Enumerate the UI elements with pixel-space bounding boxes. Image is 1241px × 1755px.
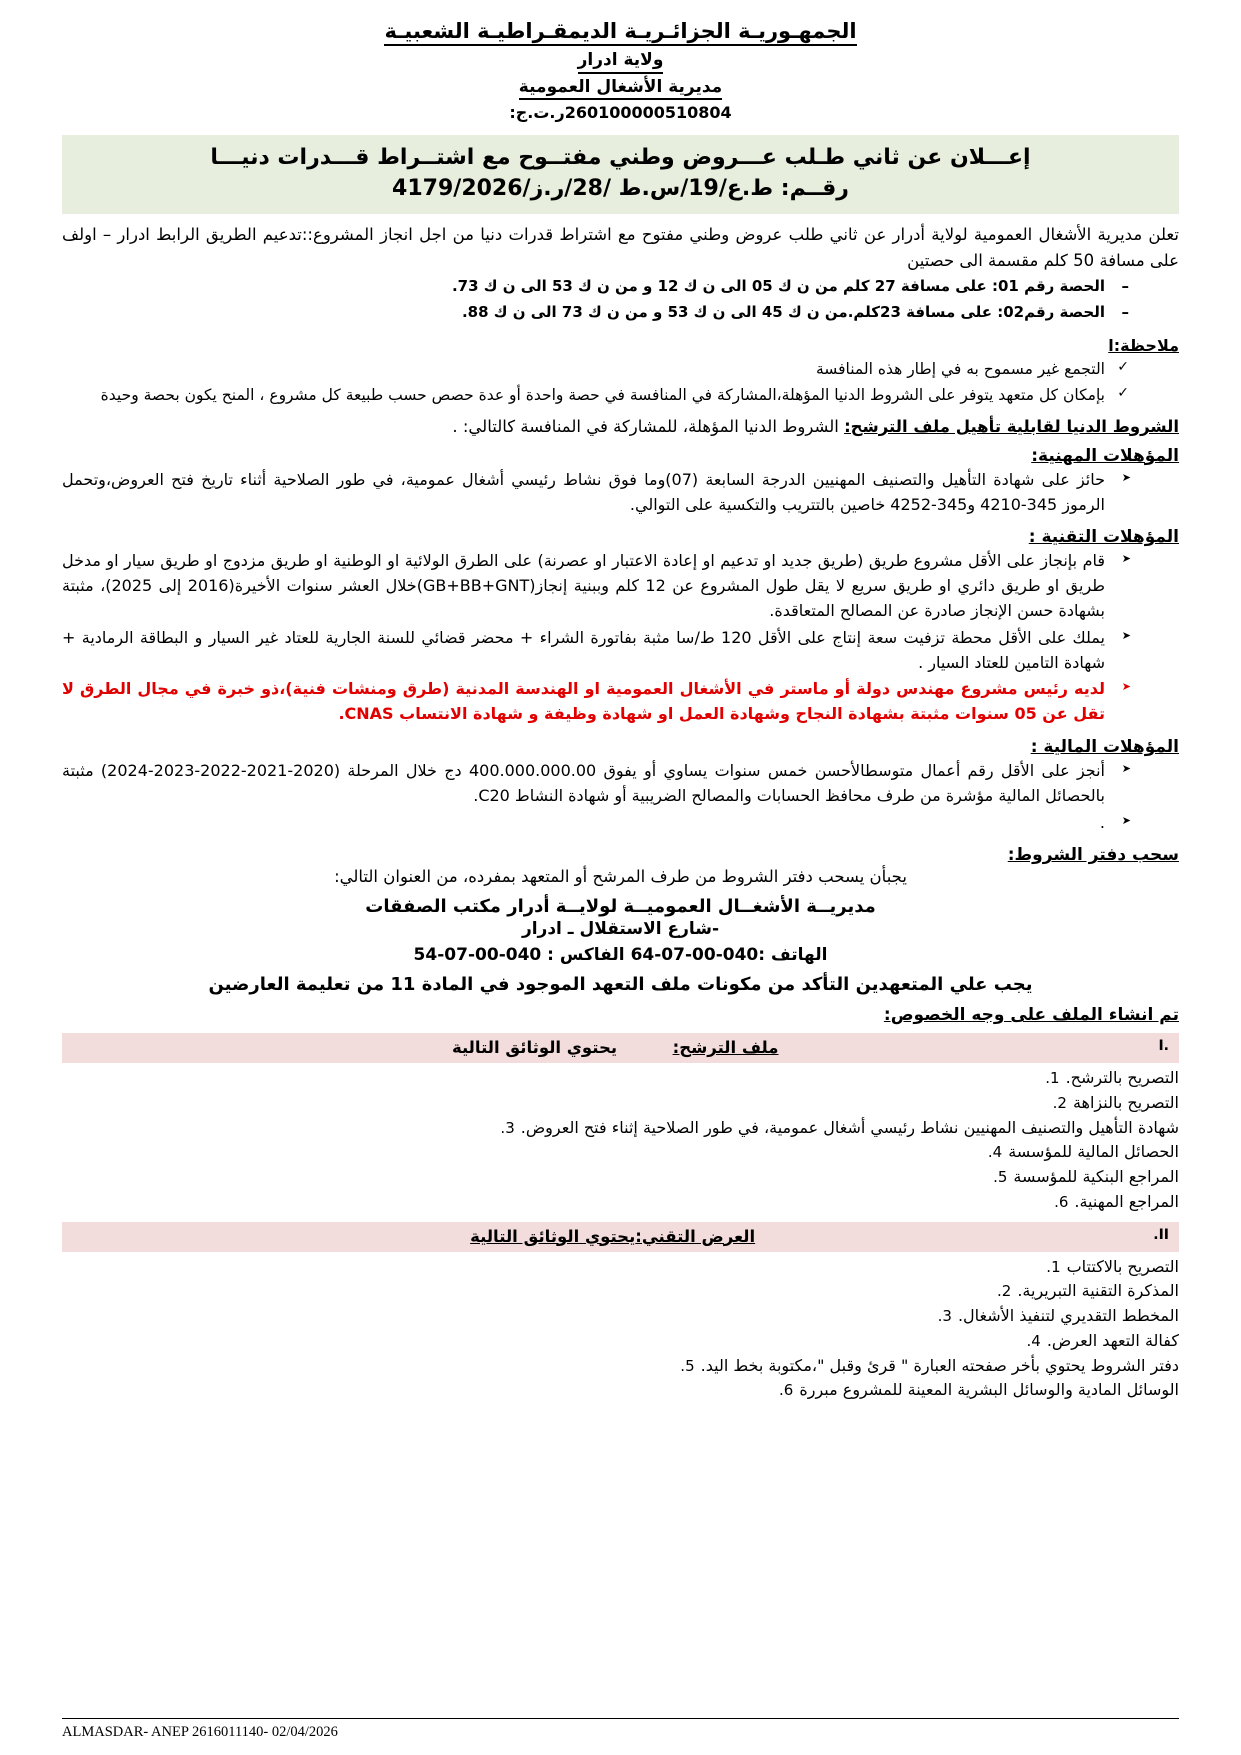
list-item: شهادة التأهيل والتصنيف المهنيين نشاط رئيسي أشغال عمومية، في طور الصلاحية إثناء فتح العروض. xyxy=(520,1117,1179,1137)
section-II-roman: II. xyxy=(1153,1226,1169,1243)
withdrawal-address-line1: مديريــة الأشغــال العموميــة لولايــة أدرار مكتب الصفقات xyxy=(365,896,876,918)
financial-qualifications-title: المؤهلات المالية : xyxy=(1030,736,1179,757)
registry-label: ر.ت.ج: xyxy=(509,102,565,122)
file-build-title: تم انشاء الملف على وجه الخصوص: xyxy=(883,1005,1179,1026)
technical-qualifications-title: المؤهلات التقنية : xyxy=(1028,527,1179,548)
lots-list xyxy=(62,275,1179,324)
header-country: الجمهـوريـة الجزائـريـة الديمقـراطيـة الشعبيـة xyxy=(384,18,856,46)
list-item: المذكرة التقنية التبريرية. xyxy=(1017,1281,1179,1301)
technical-qualification-item: ➤ قام بإنجاز على الأقل مشروع طريق (طريق جديد او تدعيم او إعادة الاعتبار او عصرنة) على الطرق الولائية او الوطنية او طريق مزدوج او طريق سيار او مدخل طريق او طريق دائري او طريق سريع لا يقل طول المشروع عن 12 كلم وببنية إنجاز(GB+BB+GNT)خلال العشر سنوات الأخيرة(2016 إلى 2025)، مثبتة بشهادة حسن الإنجاز صادرة عن المصالح المتعاقدة. xyxy=(62,549,1131,623)
withdrawal-line: يجبأن يسحب دفتر الشروط من طرف المرشح أو المتعهد بمفرده، من العنوان التالي: xyxy=(334,867,907,887)
list-item: الوسائل المادية والوسائل البشرية المعينة للمشروع مبررة xyxy=(799,1380,1179,1400)
section-I-label: ملف الترشح: xyxy=(672,1038,779,1058)
note-label: ملاحظة:ا xyxy=(1108,335,1179,355)
announcement-title-line2: رقــم: ط.ع/19/س.ط /28/ر.ز/4179/2026 xyxy=(392,176,849,202)
document-header xyxy=(62,18,1179,123)
section-I-list xyxy=(62,1066,1179,1214)
header-registry xyxy=(62,103,1179,123)
withdrawal-warning: يجب علي المتعهدين التأكد من مكونات ملف التعهد الموجود في المادة 11 من تعليمة العارضين xyxy=(208,974,1033,996)
list-item: المراجع البنكية للمؤسسة xyxy=(1013,1167,1179,1187)
list-item: التصريح بالترشح. xyxy=(1065,1068,1179,1088)
list-item: التصريح بالاكتتاب xyxy=(1066,1256,1179,1276)
withdrawal-address-line2: -شارع الاستقلال ـ ادرار xyxy=(521,919,720,940)
lot-item: – الحصة رقم02: على مسافة 23كلم.من ن ك 45 الى ن ك 53 و من ن ك 73 الى ن ك 88. xyxy=(62,301,1131,324)
conditions-heading-underlined: الشروط الدنيا لقابلية تأهيل ملف الترشح: xyxy=(844,416,1179,436)
registry-number: 260100000510804 xyxy=(564,102,732,122)
announcement-title-banner xyxy=(62,135,1179,214)
technical-qualifications-list xyxy=(62,549,1179,675)
intro-paragraph: تعلن مديرية الأشغال العمومية لولاية أدرار عن ثاني طلب عروض وطني مفتوح مع اشتراط قدرات دنيا من اجل انجاز المشروع::تدعيم الطريق الرابط ادرار – اولف على مسافة 50 كلم مقسمة الى حصتين xyxy=(62,225,1179,270)
section-I-suffix: يحتوي الوثائق التالية xyxy=(451,1038,618,1058)
section-II-label: العرض التقني: xyxy=(635,1226,756,1246)
withdrawal-contact: الهاتف :040-00-07-64 الفاكس : 040-00-07-54 xyxy=(413,944,828,965)
header-wilaya: ولاية ادرار xyxy=(578,50,664,73)
professional-qualifications-title: المؤهلات المهنية: xyxy=(1031,445,1179,466)
note-item: ✓ التجمع غير مسموح به في إطار هذه المنافسة xyxy=(62,357,1131,381)
note-item: ✓ بإمكان كل متعهد يتوفر على الشروط الدنيا المؤهلة،المشاركة في المنافسة في حصة واحدة أو عدة حصص حسب طبيعة كل مشروع ، المنح يكون بحصة وحيدة xyxy=(62,383,1131,407)
list-item: التصريح بالنزاهة xyxy=(1072,1092,1179,1112)
professional-qualifications-list xyxy=(62,468,1179,518)
withdrawal-title: سحب دفتر الشروط: xyxy=(1007,845,1179,866)
list-item: دفتر الشروط يحتوي بأخر صفحته العبارة " قرئ وقبل "،مكتوبة بخط اليد. xyxy=(700,1355,1179,1375)
conditions-heading xyxy=(62,417,1179,436)
section-II-list xyxy=(62,1255,1179,1403)
section-II-suffix: يحتوي الوثائق التالية xyxy=(470,1226,636,1246)
note-list xyxy=(62,357,1179,407)
list-item: كفالة التعهد العرض. xyxy=(1046,1330,1179,1350)
list-item: المراجع المهنية. xyxy=(1074,1191,1179,1211)
footer-reference: ALMASDAR- ANEP 2616011140- 02/04/2026 xyxy=(62,1724,338,1740)
technical-qualification-red-item: ➤ لديه رئيس مشروع مهندس دولة أو ماستر في الأشغال العمومية او الهندسة المدنية (طرق ومنشات فنية)،ذو خبرة في مجال الطرق لا تقل عن 05 سنوات مثبتة بشهادة النجاح وشهادة العمل او شهادة وظيفة و شهادة الانتساب CNAS. xyxy=(62,677,1131,727)
financial-qualification-item: ➤ أنجز على الأقل رقم أعمال متوسطالأحسن خمس سنوات يساوي أو يفوق 400.000.000.00 دج خلال المرحلة (2020-2021-2022-2023-2024) مثبتة بالحصائل المالية مؤشرة من طرف محافظ الحسابات والمصالح الضريبية أو شهادة النشاط C20. xyxy=(62,759,1131,809)
financial-qualifications-list xyxy=(62,759,1179,835)
lot-item: – الحصة رقم 01: على مسافة 27 كلم من ن ك 05 الى ن ك 12 و من ن ك 53 الى ن ك 73. xyxy=(62,275,1131,298)
conditions-heading-rest: الشروط الدنيا المؤهلة، للمشاركة في المنافسة كالتالي: . xyxy=(452,416,845,436)
announcement-title-line1: إعـــلان عن ثاني طـلب عـــروض وطني مفتــوح مع اشتــراط قـــدرات دنيـــا xyxy=(210,144,1031,170)
header-directorate: مديرية الأشغال العمومية xyxy=(519,77,722,100)
section-I-roman: .I xyxy=(1158,1038,1169,1055)
footer-divider xyxy=(62,1718,1179,1719)
list-item: الحصائل المالية للمؤسسة xyxy=(1008,1142,1179,1162)
technical-qualification-red-list xyxy=(62,677,1179,727)
section-II-header xyxy=(62,1222,1179,1252)
technical-qualification-item: ➤ يملك على الأقل محطة تزفيت سعة إنتاج على الأقل 120 ط/سا مثبة بفاتورة الشراء + محضر قضائي للسنة الجارية للعتاد غير السيار و البطاقة الرمادية + شهادة التامين للعتاد السيار . xyxy=(62,626,1131,676)
professional-qualification-item: ➤ حائز على شهادة التأهيل والتصنيف المهنيين الدرجة السابعة (07)وما فوق نشاط رئيسي أشغال عمومية، في طور الصلاحية أثناء تاريخ فتح العروض،وتحمل الرموز 345-4210 و345-4252 خاصين بالتتريب والتكسية على التوالي. xyxy=(62,468,1131,518)
section-I-header xyxy=(62,1033,1179,1063)
list-item: المخطط التقديري لتنفيذ الأشغال. xyxy=(957,1306,1179,1326)
financial-qualification-item: ➤ . xyxy=(62,811,1131,836)
